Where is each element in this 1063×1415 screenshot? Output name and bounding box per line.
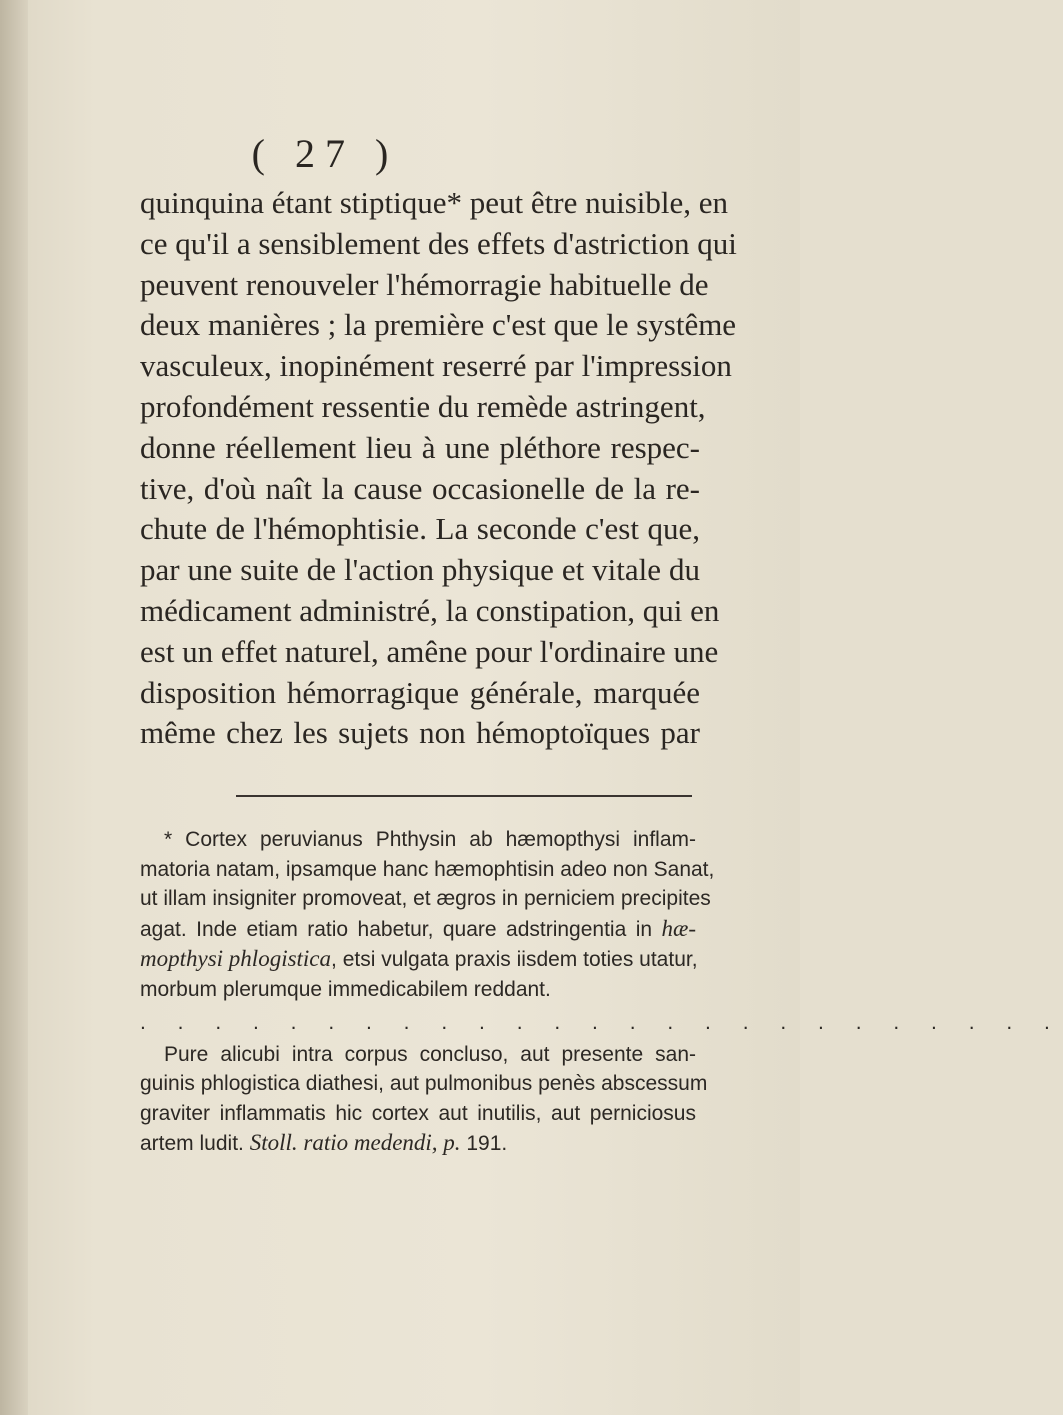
footnote-line: matoria natam, ipsamque hanc hæmophtisin adeo non Sanat, xyxy=(140,857,715,881)
text-line: donne réellement lieu à une pléthore respec- xyxy=(140,429,700,465)
footnote-line xyxy=(140,1128,696,1159)
footnote-line: ut illam insigniter promoveat, et ægros in perniciem precipites xyxy=(140,887,711,910)
ellipsis-dots: . . . . . . . . . . . . . . . . . . . . . . . . . xyxy=(140,1011,1063,1034)
page-binding-edge xyxy=(0,0,28,1415)
footnote-line: guinis phlogistica diathesi, aut pulmonibus penès abscessum xyxy=(140,1072,708,1095)
text-line: par une suite de l'action physique et vitale du xyxy=(140,552,700,588)
footnote xyxy=(140,825,1063,1159)
text-line: même chez les sujets non hémoptoïques par xyxy=(140,715,700,751)
main-text xyxy=(140,183,737,754)
footnote-line: graviter inflammatis hic cortex aut inutilis, aut perniciosus xyxy=(140,1101,696,1125)
text-line: est un effet naturel, amêne pour l'ordinaire une xyxy=(140,633,719,669)
footnote-line xyxy=(140,944,696,975)
footnote-italic-term: hæ- xyxy=(661,915,696,941)
footnote-text: artem ludit. xyxy=(140,1132,250,1155)
text-line: deux manières ; la première c'est que le systême xyxy=(140,307,737,343)
citation-source: Stoll. ratio medendi, p. xyxy=(249,1130,461,1155)
citation-page: 191. xyxy=(460,1132,508,1155)
text-line: tive, d'où naît la cause occasionelle de la re- xyxy=(140,470,700,506)
text-line: quinquina étant stiptique* peut être nuisible, en xyxy=(140,185,729,220)
text-line: ce qu'il a sensiblement des effets d'astriction qui xyxy=(140,225,737,261)
text-line: peuvent renouveler l'hémorragie habituelle de xyxy=(140,266,709,302)
footnote-text: , etsi vulgata praxis iisdem toties utatur, xyxy=(331,948,698,971)
text-line: disposition hémorragique générale, marquée xyxy=(140,674,700,710)
page-number: ( 27 ) xyxy=(251,131,399,176)
text-line: vasculeux, inopinément reserré par l'impression xyxy=(140,348,732,384)
footnote-italic-term: mopthysi phlogistica xyxy=(140,946,332,971)
footnote-text: agat. Inde etiam ratio habetur, quare adstringentia in xyxy=(140,917,662,941)
footnote-line: morbum plerumque immedicabilem reddant. xyxy=(140,977,551,1001)
text-line: chute de l'hémophtisie. La seconde c'est que, xyxy=(140,511,700,547)
footnote-separator xyxy=(236,795,692,797)
text-line: profondément ressentie du remède astringent, xyxy=(140,388,706,424)
footnote-line: Pure alicubi intra corpus concluso, aut presente san- xyxy=(164,1042,696,1066)
text-line: médicament administré, la constipation, qui en xyxy=(140,592,720,628)
footnote-line: * Cortex peruvianus Phthysin ab hæmopthysi inflam- xyxy=(164,828,696,851)
footnote-line xyxy=(140,914,696,945)
